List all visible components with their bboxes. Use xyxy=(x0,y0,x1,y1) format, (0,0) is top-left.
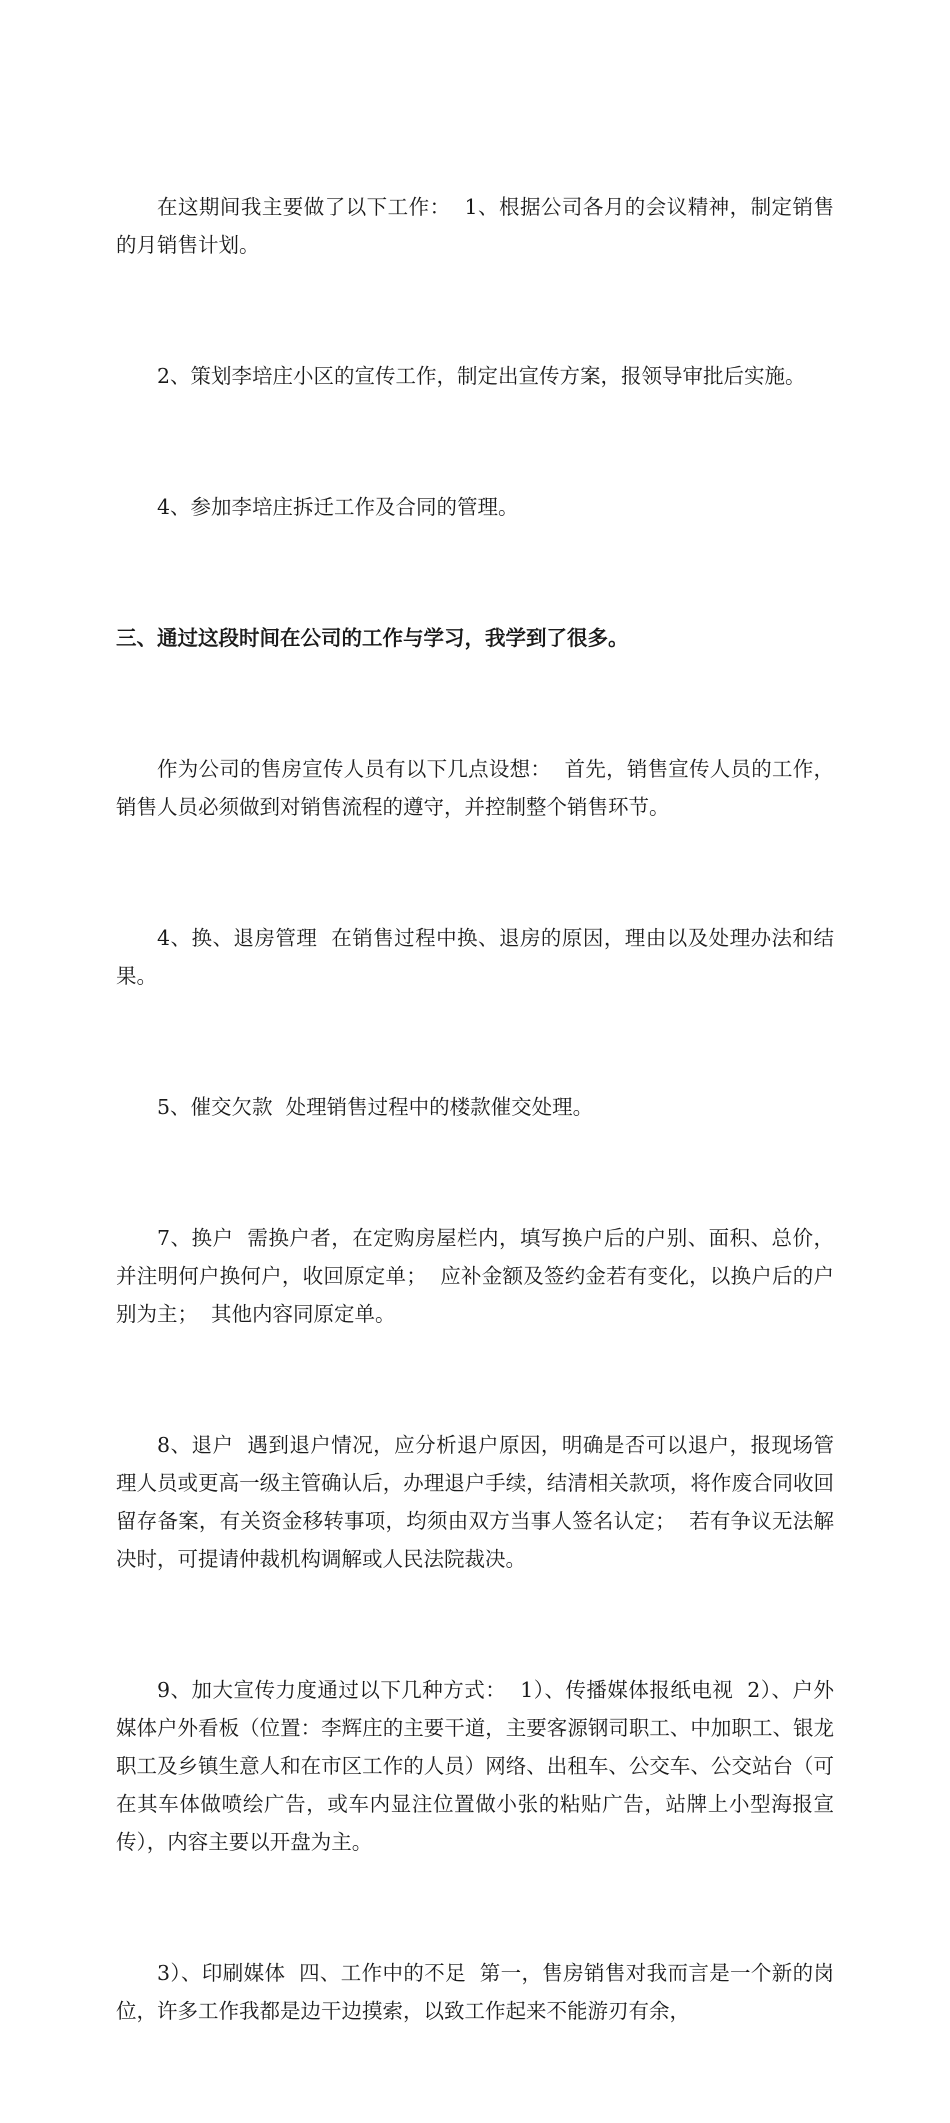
paragraph-work-summary: 在这期间我主要做了以下工作： 1、根据公司各月的会议精神，制定销售的月销售计划。 xyxy=(116,195,834,257)
section-heading: 三、通过这段时间在公司的工作与学习，我学到了很多。 xyxy=(116,626,629,650)
document-body xyxy=(116,112,834,2123)
paragraph-sales-ideas: 作为公司的售房宣传人员有以下几点设想： 首先，销售宣传人员的工作，销售人员必须做到对销售流程的遵守，并控制整个销售环节。 xyxy=(116,757,834,819)
paragraph-shortcomings: 3）、印刷媒体 四、工作中的不足 第一，售房销售对我而言是一个新的岗位，许多工作我都是边干边摸索，以致工作起来不能游刃有余， xyxy=(116,1961,834,2023)
paragraph-promotion-plan: 2、策划李培庄小区的宣传工作，制定出宣传方案，报领导审批后实施。 xyxy=(157,364,806,388)
paragraph-unit-refund: 8、退户 遇到退户情况，应分析退户原因，明确是否可以退户，报现场管理人员或更高一级主管确认后，办理退户手续，结清相关款项，将作废合同收回留存备案，有关资金移转事项，均须由双方当事人签名认定； 若有争议无法解决时，可提请仲裁机构调解或人民法院裁决。 xyxy=(116,1433,834,1571)
paragraph-unit-exchange: 7、换户 需换户者，在定购房屋栏内，填写换户后的户别、面积、总价，并注明何户换何户，收回原定单； 应补金额及签约金若有变化，以换户后的户别为主； 其他内容同原定单。 xyxy=(116,1226,834,1326)
paragraph-exchange-refund: 4、换、退房管理 在销售过程中换、退房的原因，理由以及处理办法和结果。 xyxy=(116,926,834,988)
paragraph-publicity: 9、加大宣传力度通过以下几种方式： 1）、传播媒体报纸电视 2）、户外媒体户外看板（位置：李辉庄的主要干道，主要客源钢司职工、中加职工、银龙职工及乡镇生意人和在市区工作的人员）网络、出租车、公交车、公交站台（可在其车体做喷绘广告，或车内显注位置做小张的粘贴广告，站牌上小型海报宣传），内容主要以开盘为主。 xyxy=(116,1678,834,1854)
paragraph-payment-collection: 5、催交欠款 处理销售过程中的楼款催交处理。 xyxy=(157,1095,594,1119)
paragraph-demolition-contracts: 4、参加李培庄拆迁工作及合同的管理。 xyxy=(157,495,519,519)
